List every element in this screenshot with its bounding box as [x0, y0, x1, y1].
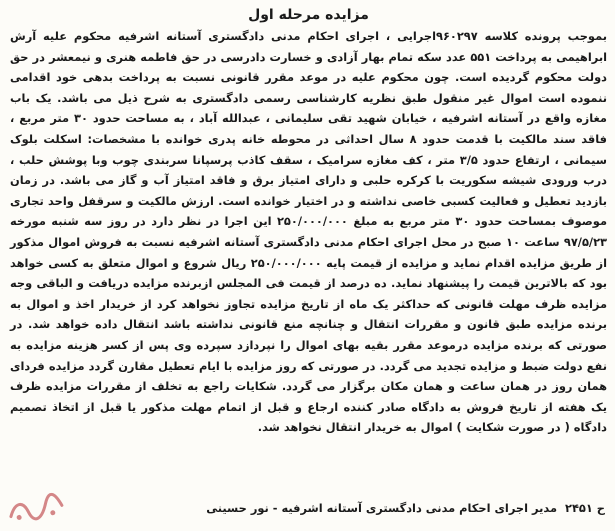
stamp-mark: [4, 491, 67, 525]
notice-title: مزایده مرحله اول: [248, 7, 369, 23]
notice-signature: مدیر اجرای احکام مدنی دادگستری آستانه اشرفیه - نور حسینی: [206, 501, 557, 515]
notice-footer: [8, 499, 605, 517]
notice-code: ح ۲۴۵۱: [565, 501, 605, 515]
notice-body: بموجب پرونده کلاسه ۹۶۰۲۹۷اجرایی ، اجرای احکام مدنی دادگستری آستانه اشرفیه محکوم علیه آرش ابراهیمی به پرداخت ۵۵۱ عدد سکه تمام بهار آزادی و خسارت دادرسی در حق فاطمه هنری و نیمعشر در حق دولت محکوم گردیده است. چون محکوم علیه در موعد مقرر قانونی نسبت به پرداخت بدهی خود اقدامی ننموده است اموال غیر منقول طبق نظریه کارشناسی رسمی دادگستری به شرح ذیل می باشد. یک باب مغازه واقع در آستانه اشرفیه ، خیابان شهید تقی سلیمانی ، عبدالله آباد ، به مساحت حدود ۳۰ متر مربع ، فاقد سند مالکیت با قدمت حدود ۸ سال احداثی در محوطه خانه پدری خوانده با مشخصات: اسکلت بلوک سیمانی ، ارتفاع حدود ۳/۵ متر ، کف مغازه سرامیک ، سقف کاذب پرسپانا سربندی چوب وبا پوشش حلب ، درب ورودی شیشه سکوریت با کرکره حلبی و دارای امتیاز برق و فاقد امتیاز آب و گاز می باشد. در زمان بازدید تعطیل و فعالیت کسبی خاصی نداشته و در اختیار خوانده است. ارزش مالکیت و سرقفل واحد تجاری موصوف بمساحت حدود ۳۰ متر مربع به مبلغ ۲۵۰/۰۰۰/۰۰۰ این اجرا در نظر دارد در روز سه شنبه مورخه ۹۷/۵/۲۳ ساعت ۱۰ صبح در محل اجرای احکام مدنی دادگستری آستانه اشرفیه نسبت به فروش اموال مذکور از طریق مزایده اقدام نماید و مزایده از قیمت پایه ۲۵۰/۰۰۰/۰۰۰ ریال شروع و اموال متعلق به کسی خواهد بود که بالاترین قیمت را پیشنهاد نماید. ده درصد از قیمت فی المجلس ازبرنده مزایده دریافت و الباقی وجه مزایده ظرف مهلت قانونی که حداکثر یک ماه از تاریخ مزایده تجاوز نخواهد کرد از خریدار اخذ و اموال به برنده مزایده طبق قانون و مقررات انتقال و چنانچه منع قانونی نداشته باشد انتقال داده خواهد شد. در صورتی که برنده مزایده درموعد مقرر بقیه بهای اموال را نپردازد سپرده وی پس از کسر هزینه مزایده به نفع دولت ضبط و مزایده تجدید می گردد. در صورتی که روز مزایده با ایام تعطیل مقارن گردد مزایده فردای همان روز در همان ساعت و همان مکان برگزار می گردد. شکایات راجع به تخلف از مقررات مزایده ظرف یک هفته از تاریخ فروش به دادگاه صادر کننده ارجاع و قبل از اتمام مهلت مذکور یا قبل از اتخاذ تصمیم دادگاه ( در صورت شکایت ) اموال به خریدار انتقال نخواهد شد.: [10, 29, 608, 435]
stamp-icon: [4, 491, 67, 525]
